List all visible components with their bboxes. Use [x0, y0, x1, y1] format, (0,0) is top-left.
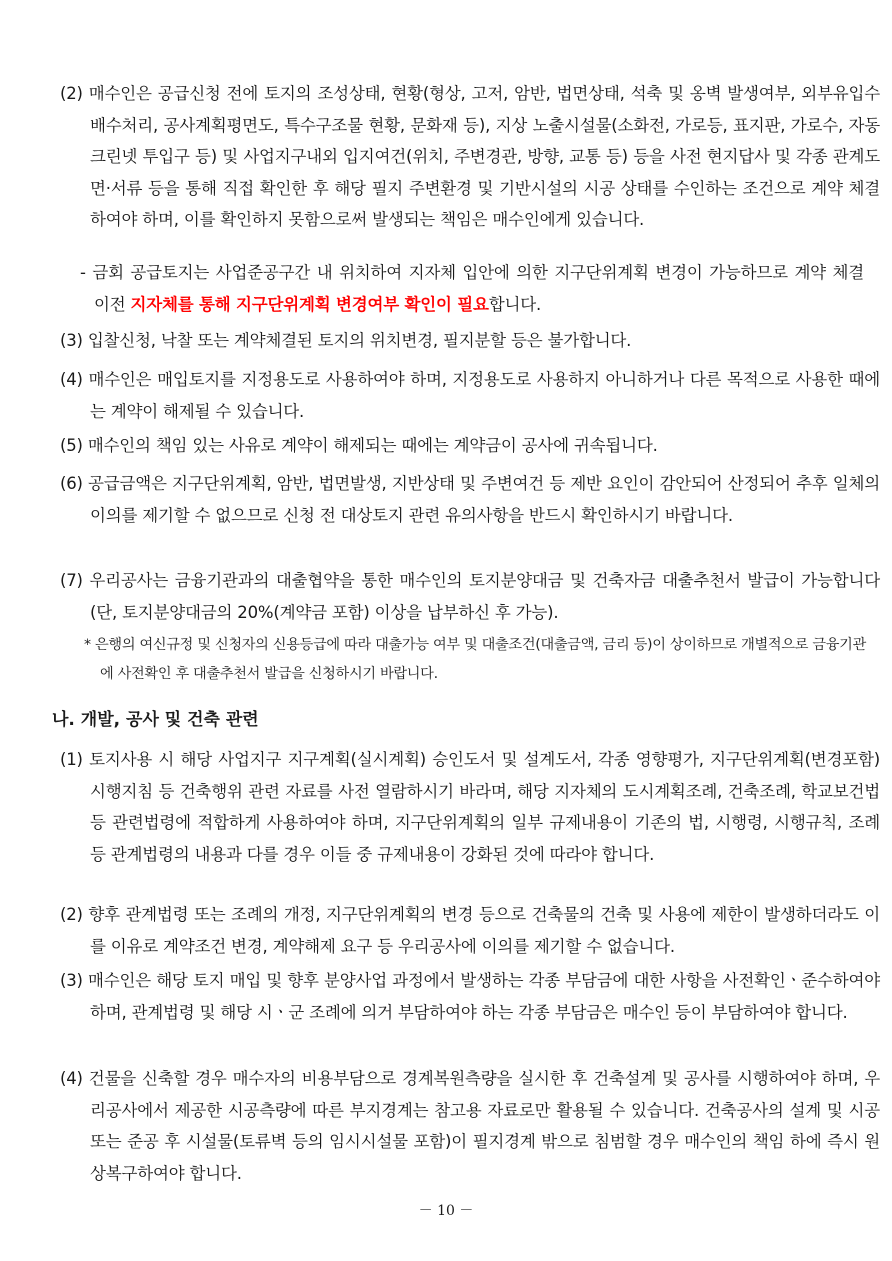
clause-a-7: (7) 우리공사는 금융기관과의 대출협약을 통한 매수인의 토지분양대금 및 건축자금 대출추천서 발급이 가능합니다(단, 토지분양대금의 20%(계약금 포함) 이상을 납부하신 후 가능). — [60, 571, 880, 622]
clause-a-2-sub — [80, 257, 864, 320]
clause-a-4: (4) 매수인은 매입토지를 지정용도로 사용하여야 하며, 지정용도로 사용하지 아니하거나 다른 목적으로 사용한 때에는 계약이 해제될 수 있습니다. — [60, 370, 880, 421]
clause-b-1: (1) 토지사용 시 해당 사업지구 지구계획(실시계획) 승인도서 및 설계도서, 각종 영향평가, 지구단위계획(변경포함) 시행지침 등 건축행위 관련 자료를 사전 열람하시기 바라며, 해당 지자체의 도시계획조례, 건축조례, 학교보건법 등 관련법령에 적합하게 사용하여야 하며, 지구단위계획의 일부 규제내용이 기존의 법, 시행령, 시행규칙, 조례 등 관계법령의 내용과 다를 경우 이들 중 규제내용이 강화된 것에 따라야 합니다. — [60, 750, 880, 864]
sub-text-end: 합니다. — [488, 294, 542, 314]
clause-b-2: (2) 향후 관계법령 또는 조례의 개정, 지구단위계획의 변경 등으로 건축물의 건축 및 사용에 제한이 발생하더라도 이를 이유로 계약조건 변경, 계약해제 요구 등 우리공사에 이의를 제기할 수 없습니다. — [60, 905, 880, 956]
loan-footnote: * 은행의 여신규정 및 신청자의 신용등급에 따라 대출가능 여부 및 대출조건(대출금액, 금리 등)이 상이하므로 개별적으로 금융기관에 사전확인 후 대출추천서 발급을 신청하시기 바랍니다. — [84, 637, 866, 682]
clause-a-3: (3) 입찰신청, 낙찰 또는 계약체결된 토지의 위치변경, 필지분할 등은 불가합니다. — [60, 331, 632, 350]
section-heading: 나. 개발, 공사 및 건축 관련 — [52, 710, 259, 730]
clause-a-6: (6) 공급금액은 지구단위계획, 암반, 법면발생, 지반상태 및 주변여건 등 제반 요인이 감안되어 산정되어 추후 일체의 이의를 제기할 수 없으므로 신청 전 대상토지 관련 유의사항을 반드시 확인하시기 바랍니다. — [60, 474, 880, 525]
highlighted-notice: 지자체를 통해 지구단위계획 변경여부 확인이 필요 — [130, 294, 489, 314]
clause-b-4: (4) 건물을 신축할 경우 매수자의 비용부담으로 경계복원측량을 실시한 후 건축설계 및 공사를 시행하여야 하며, 우리공사에서 제공한 시공측량에 따른 부지경계는 참고용 자료로만 활용될 수 있습니다. 건축공사의 설계 및 시공 또는 준공 후 시설물(토류벽 등의 임시시설물 포함)이 필지경계 밖으로 침범할 경우 매수인의 책임 하에 즉시 원상복구하여야 합니다. — [60, 1069, 880, 1183]
clause-b-3: (3) 매수인은 해당 토지 매입 및 향후 분양사업 과정에서 발생하는 각종 부담금에 대한 사항을 사전확인ㆍ준수하여야 하며, 관계법령 및 해당 시ㆍ군 조례에 의거 부담하여야 하는 각종 부담금은 매수인 등이 부담하여야 합니다. — [60, 971, 880, 1022]
clause-a-2: (2) 매수인은 공급신청 전에 토지의 조성상태, 현황(형상, 고저, 암반, 법면상태, 석축 및 옹벽 발생여부, 외부유입수 배수처리, 공사계획평면도, 특수구조물 현황, 문화재 등), 지상 노출시설물(소화전, 가로등, 표지판, 가로수, 자동크린넷 투입구 등) 및 사업지구내외 입지여건(위치, 주변경관, 방향, 교통 등) 등을 사전 현지답사 및 각종 관계도면·서류 등을 통해 직접 확인한 후 해당 필지 주변환경 및 기반시설의 시공 상태를 수인하는 조건으로 계약 체결하여야 하며, 이를 확인하지 못함으로써 발생되는 책임은 매수인에게 있습니다. — [60, 84, 880, 229]
sub-text: - 금회 공급토지는 사업준공구간 내 위치하여 지자체 입안에 의한 지구단위계획 변경이 가능하므로 계약 체결 이전 — [80, 263, 864, 314]
clause-a-5: (5) 매수인의 책임 있는 사유로 계약이 해제되는 때에는 계약금이 공사에 귀속됩니다. — [60, 436, 658, 455]
page-number: － 10 － — [418, 1203, 474, 1219]
